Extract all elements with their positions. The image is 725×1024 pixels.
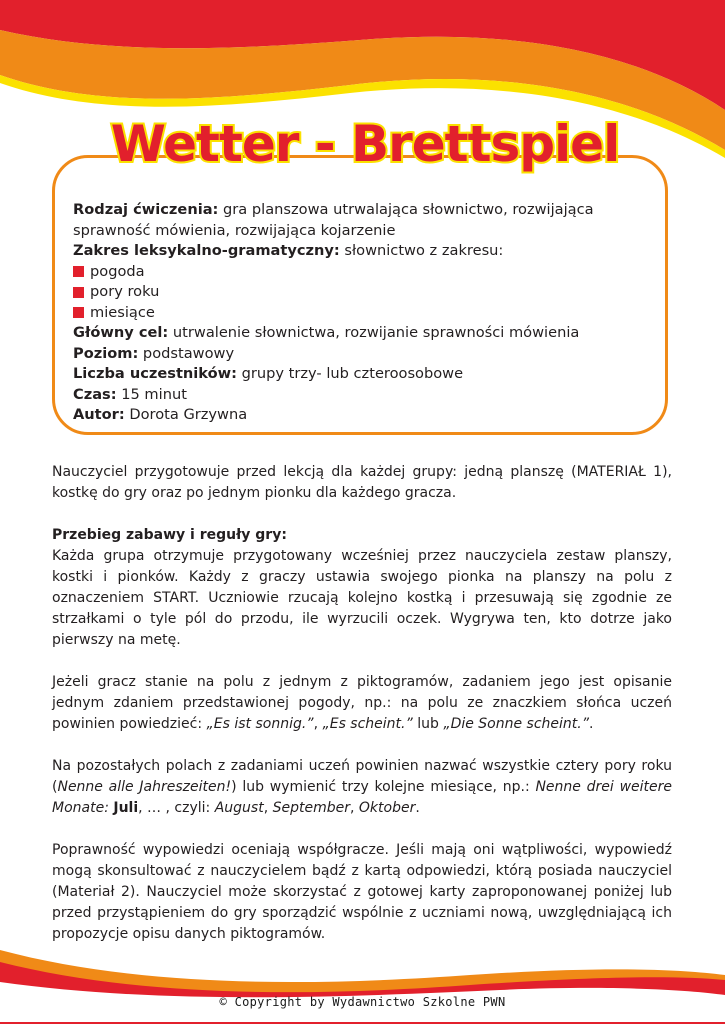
paragraph-pictograms (52, 672, 672, 735)
rules-text: Każda grupa otrzymuje przygotowany wcześniej przez nauczyciela zestaw planszy, kostki i pionków. Każdy z graczy ustawia swojego pionka na planszy na polu z oznaczeniem START. Uczniowie rzucają kolejno kostką i przesuwają się zgodnie ze strzałkami o tyle pól do przodu, ile wyrzucili oczek. Wygrywa ten, kto dotrze jako pierwszy na metę. (52, 548, 672, 648)
level (73, 344, 653, 365)
paragraph-evaluation: Poprawność wypowiedzi oceniają współgracze. Jeśli mają oni wątpliwości, wypowiedź mogą skonsultować z nauczycielem bądź z kartą odpowiedzi, którą posiada nauczyciel (Materiał 2). Nauczyciel może skorzystać z gotowej karty zaproponowanej poniżej lub przed przystąpieniem do gry sporządzić wspólnie z uczniami nową, uwzględniającą ich propozycje opisu danych piktogramów. (52, 842, 672, 942)
copyright-footer: © Copyright by Wydawnictwo Szkolne PWN (219, 995, 506, 1009)
text-span: , … , czyli: (138, 800, 215, 816)
level-value: podstawowy (138, 344, 235, 362)
red-square-bullet-icon (73, 307, 84, 318)
text-span: ) lub wymienić trzy kolejne miesiące, np.: (231, 779, 536, 795)
text-span: . (415, 800, 420, 816)
exercise-type-value: gra planszowa utrwalająca słownictwo, rozwijająca sprawność mówienia, rozwijająca kojarzenie (73, 201, 594, 239)
author (73, 405, 653, 426)
text-span: Jeżeli gracz stanie na polu z jednym z piktogramów, zadaniem jego jest opisanie jednym zdaniem przedstawionej pogody, np.: na polu ze znaczkiem słońca uczeń powinien powiedzieć: (52, 674, 672, 732)
scope-item (73, 282, 653, 303)
paragraph-preparation: Nauczyciel przygotowuje przed lekcją dla każdej grupy: jedną planszę (MATERIAŁ 1), kostkę do gry oraz po jednym pionku dla każdego gracza. (52, 464, 672, 501)
exercise-info (73, 200, 653, 426)
example-phrase: „Die Sonne scheint.” (443, 716, 589, 732)
paragraph-rules (52, 525, 672, 651)
page-title-text: Wetter - Brettspiel (110, 115, 620, 173)
text-span: . (589, 716, 594, 732)
time-value: 15 minut (116, 385, 187, 403)
participants-value: grupy trzy- lub czteroosobowe (236, 365, 464, 382)
author-label: Autor: (73, 406, 125, 423)
red-square-bullet-icon (73, 266, 84, 277)
example-phrase: Nenne alle Jahreszeiten! (57, 779, 232, 795)
exercise-type-label: Rodzaj ćwiczenia: (73, 201, 219, 218)
participants (73, 364, 653, 385)
text-span: , (313, 716, 323, 732)
rules-heading: Przebieg zabawy i reguły gry: (52, 527, 287, 543)
scope-item-label: pogoda (90, 262, 145, 280)
exercise-type (73, 200, 653, 241)
example-phrase: Nenne drei weitere Monate: (52, 779, 672, 816)
time (73, 385, 653, 406)
example-phrase: „Es ist sonnig.” (206, 716, 314, 732)
scope-item (73, 303, 653, 324)
body-text (52, 462, 672, 966)
main-goal-value: utrwalenie słownictwa, rozwijanie sprawności mówienia (168, 324, 580, 341)
participants-label: Liczba uczestników: (73, 365, 237, 382)
page-title (40, 105, 690, 185)
example-month: Oktober (358, 800, 416, 816)
scope-label: Zakres leksykalno-gramatyczny: (73, 242, 340, 259)
main-goal-label: Główny cel: (73, 324, 169, 341)
example-month: September (272, 800, 350, 816)
level-label: Poziom: (73, 344, 139, 362)
text-span: , (349, 800, 359, 816)
scope (73, 241, 653, 262)
example-phrase: „Es scheint.” (322, 716, 413, 732)
scope-item-label: miesiące (90, 303, 155, 321)
red-square-bullet-icon (73, 287, 84, 298)
text-span: , (263, 800, 273, 816)
text-span: Na pozostałych polach z zadaniami uczeń powinien nazwać wszystkie cztery pory roku ( (52, 758, 672, 795)
time-label: Czas: (73, 385, 117, 403)
example-month: August (214, 800, 264, 816)
text-span: lub (412, 716, 444, 732)
author-value: Dorota Grzywna (124, 406, 248, 423)
example-month: Juli (113, 800, 139, 816)
scope-item-label: pory roku (90, 283, 160, 300)
scope-value: słownictwo z zakresu: (339, 242, 504, 259)
paragraph-seasons (52, 756, 672, 819)
main-goal (73, 323, 653, 344)
scope-item (73, 262, 653, 283)
